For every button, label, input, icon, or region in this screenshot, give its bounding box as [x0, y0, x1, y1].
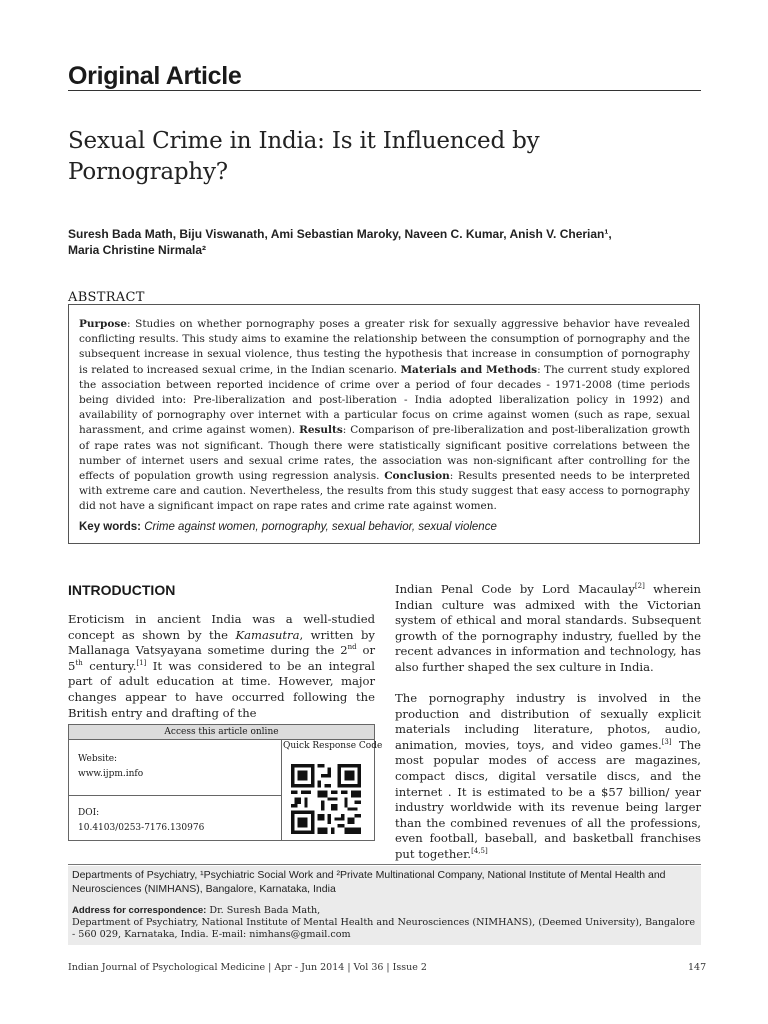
correspondence-label: Address for correspondence:	[72, 905, 207, 916]
conclusion-label: Conclusion	[384, 470, 450, 483]
keywords-label: Key words:	[79, 521, 141, 533]
access-box-title: Access this article online	[69, 725, 374, 740]
results-text: : Comparison of pre-liberalization and post-liberalization growth of rape rates was not significant. Though there were statistically significant positive correlations between the number of internet users and sexual crime rates, the association was non-significant after controlling for the effects of population growth using regression analysis.	[79, 424, 691, 483]
author-list	[68, 226, 708, 258]
intro-p1-text: It was considered to be an integral part of adult education at time. However, major changes appear to have occurred following the British entry and drafting of the	[68, 658, 375, 720]
intro-p1-text: Eroticism in ancient India was a well-studied concept as shown by the	[68, 612, 375, 642]
keywords	[79, 521, 690, 533]
header-divider	[68, 90, 701, 91]
access-box-divider	[69, 795, 281, 796]
ordinal-suffix: th	[75, 658, 83, 667]
journal-citation: Indian Journal of Psychological Medicine | Apr - Jun 2014 | Vol 36 | Issue 2	[68, 962, 427, 973]
abstract-body	[79, 317, 690, 515]
kamasutra-title: Kamasutra	[235, 627, 300, 642]
intro-p1-text: or 5	[68, 643, 375, 673]
intro-paragraph-1	[68, 612, 375, 721]
methods-text: : The current study explored the association between reported incidence of crime over a period of four decades - 1971-2008 (time periods being divided into: Pre-liberalization and post-liberation - India adopted liberalization policy in 1992) and availability of pornography over internet with a particular focus on crime against women (such as rape, sexual harassment, and crime against women).	[79, 363, 690, 437]
doi-label: DOI:	[78, 808, 100, 818]
abstract-heading: ABSTRACT	[68, 290, 145, 305]
purpose-text: : Studies on whether pornography poses a greater risk for sexually aggressive behavior have revealed conflicting results. This study aims to examine the relationship between the consumption of pornography and the subsequent increase in sexual violence, thus testing the hypothesis that increase in consumption of pornography is related to increased sexual crime, in the Indian scenario.	[79, 318, 690, 376]
correspondence-address: Department of Psychiatry, National Institute of Mental Health and Neurosciences (NIMHANS), (Deemed University), Bangalore - 560 029, Karnataka, India. E-mail: nimhans@gmail.com	[72, 917, 695, 940]
correspondence-note	[72, 905, 700, 941]
authors-line-2: Maria Christine Nirmala²	[68, 243, 207, 257]
introduction-heading: INTRODUCTION	[68, 582, 176, 598]
doi-value[interactable]: 10.4103/0253-7176.130976	[78, 823, 205, 833]
keywords-text: Crime against women, pornography, sexual behavior, sexual violence	[141, 521, 497, 533]
conclusion-text: : Results presented needs to be interpreted with extreme care and caution. Nevertheless, the results from this study suggest that easy access to pornography did not have a significant impact on rape rates and crime rate against women.	[79, 470, 691, 513]
intro-paragraph-1-continued	[395, 582, 701, 676]
intro-p1-text: , written by Mallanaga Vatsyayana sometime during the 2	[68, 627, 375, 658]
intro-paragraph-2	[395, 691, 701, 863]
section-label: Original Article	[68, 62, 242, 90]
purpose-label: Purpose	[79, 318, 127, 330]
intro-p1-text: century.	[82, 658, 137, 673]
qr-code-icon[interactable]	[291, 764, 361, 834]
correspondence-name: Dr. Suresh Bada Math,	[206, 905, 321, 916]
citation-ref[interactable]: [2]	[634, 582, 645, 591]
results-label: Results	[299, 424, 343, 437]
intro-p2-text: Indian Penal Code by Lord Macaulay	[395, 582, 635, 596]
intro-p3-text: The pornography industry is involved in the production and distribution of sexually explicit materials including literature, photos, audio, animation, movies, toys, and video games.	[395, 691, 701, 752]
citation-ref[interactable]: [4,5]	[471, 847, 488, 856]
citation-ref[interactable]: [3]	[661, 737, 672, 746]
qr-code-label: Quick Response Code	[283, 741, 383, 751]
authors-line-1: Suresh Bada Math, Biju Viswanath, Ami Sebastian Maroky, Naveen C. Kumar, Anish V. Cherian¹,	[68, 227, 612, 241]
citation-ref[interactable]: [1]	[136, 658, 147, 667]
methods-label: Materials and Methods	[400, 363, 538, 376]
affiliation-note: Departments of Psychiatry, ¹Psychiatric Social Work and ²Private Multinational Company, National Institute of Mental Health and Neurosciences (NIMHANS), Bangalore, Karnataka, India	[72, 869, 666, 895]
article-title: Sexual Crime in India: Is it Influenced by Pornography?	[68, 128, 540, 185]
website-link[interactable]: www.ijpm.info	[78, 769, 144, 779]
access-box-divider	[281, 739, 282, 840]
page-number: 147	[688, 962, 707, 973]
footnote-divider	[68, 864, 701, 865]
intro-p3-text: The most popular modes of access are magazines, compact discs, digital versatile discs, and the internet . It is estimated to be a $57 billion/ year industry worldwide with its revenue being larger than the combined revenues of all the professions, even football, baseball, and basketball franchises put together.	[395, 737, 701, 861]
website-label: Website:	[78, 754, 118, 764]
ordinal-suffix: nd	[347, 643, 357, 652]
intro-p2-text: wherein Indian culture was admixed with the Victorian system of ethical and moral standards. Subsequent growth of the pornography industry, fuelled by the recent advances in information and technology, has also further shaped the sex culture in India.	[395, 582, 701, 674]
